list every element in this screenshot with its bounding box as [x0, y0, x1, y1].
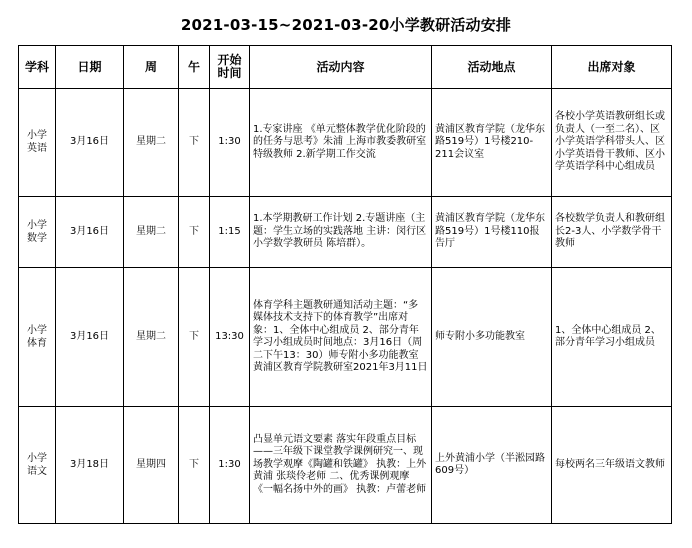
- cell-subject: 小学数学: [19, 197, 56, 268]
- cell-attendees: 1、全体中心组成员 2、部分青年学习小组成员: [552, 268, 672, 407]
- cell-start-time: 1:30: [210, 407, 250, 524]
- header-weekday: 周: [124, 46, 179, 89]
- cell-date: 3月16日: [56, 89, 124, 197]
- table-row: [19, 407, 672, 524]
- cell-location: 上外黄浦小学（半淞园路609号）: [432, 407, 552, 524]
- cell-location: 黄浦区教育学院（龙华东路519号）1号楼110报告厅: [432, 197, 552, 268]
- table-row: [19, 89, 672, 197]
- header-location: 活动地点: [432, 46, 552, 89]
- cell-period: 下: [179, 407, 210, 524]
- cell-period: 下: [179, 268, 210, 407]
- cell-period: 下: [179, 197, 210, 268]
- cell-subject: 小学语文: [19, 407, 56, 524]
- table-row: [19, 197, 672, 268]
- cell-weekday: 星期二: [124, 89, 179, 197]
- cell-start-time: 13:30: [210, 268, 250, 407]
- cell-date: 3月16日: [56, 197, 124, 268]
- cell-start-time: 1:15: [210, 197, 250, 268]
- cell-attendees: 每校两名三年级语文教师: [552, 407, 672, 524]
- cell-location: 黄浦区教育学院（龙华东路519号）1号楼210-211会议室: [432, 89, 552, 197]
- page-title: 2021-03-15~2021-03-20小学教研活动安排: [180, 16, 512, 34]
- cell-subject: 小学英语: [19, 89, 56, 197]
- cell-subject: 小学体育: [19, 268, 56, 407]
- cell-weekday: 星期二: [124, 197, 179, 268]
- cell-weekday: 星期二: [124, 268, 179, 407]
- header-attendees: 出席对象: [552, 46, 672, 89]
- cell-content: 1.专家讲座 《单元整体教学优化阶段的的任务与思考》朱浦 上海市教委教研室特级教师 2.新学期工作交流: [250, 89, 432, 197]
- cell-content: 体育学科主题教研通知活动主题：“多媒体技术支持下的体育教学”出席对象：1、全体中心组成员 2、部分青年学习小组成员时间地点：3月16日（周二下午13：30）师专附小多功能教室黄浦区教育学院教研室2021年3月11日: [250, 268, 432, 407]
- cell-weekday: 星期四: [124, 407, 179, 524]
- cell-attendees: 各校小学英语教研组长或负责人（一至二名）、区小学英语学科带头人、区小学英语骨干教师、区小学英语学科中心组成员: [552, 89, 672, 197]
- cell-period: 下: [179, 89, 210, 197]
- schedule-table: [18, 45, 672, 524]
- cell-location: 师专附小多功能教室: [432, 268, 552, 407]
- header-content: 活动内容: [250, 46, 432, 89]
- header-subject: 学科: [19, 46, 56, 89]
- cell-attendees: 各校数学负责人和教研组长2-3人、小学数学骨干教师: [552, 197, 672, 268]
- cell-content: 1.本学期教研工作计划 2.专题讲座（主题：学生立场的实践落地 主讲：闵行区小学数学教研员 陈培群）。: [250, 197, 432, 268]
- table-row: [19, 268, 672, 407]
- header-row: [19, 46, 672, 89]
- header-start-time: 开始时间: [210, 46, 250, 89]
- header-date: 日期: [56, 46, 124, 89]
- cell-date: 3月18日: [56, 407, 124, 524]
- cell-start-time: 1:30: [210, 89, 250, 197]
- cell-content: 凸显单元语文要素 落实年段重点目标 ——三年级下课堂教学课例研究一、现场教学观摩《陶罐和铁罐》 执教：上外黄浦 张琰伶老师 二、优秀课例观摩《一幅名扬中外的画》 执教：卢蕾老师: [250, 407, 432, 524]
- cell-date: 3月16日: [56, 268, 124, 407]
- header-period: 午: [179, 46, 210, 89]
